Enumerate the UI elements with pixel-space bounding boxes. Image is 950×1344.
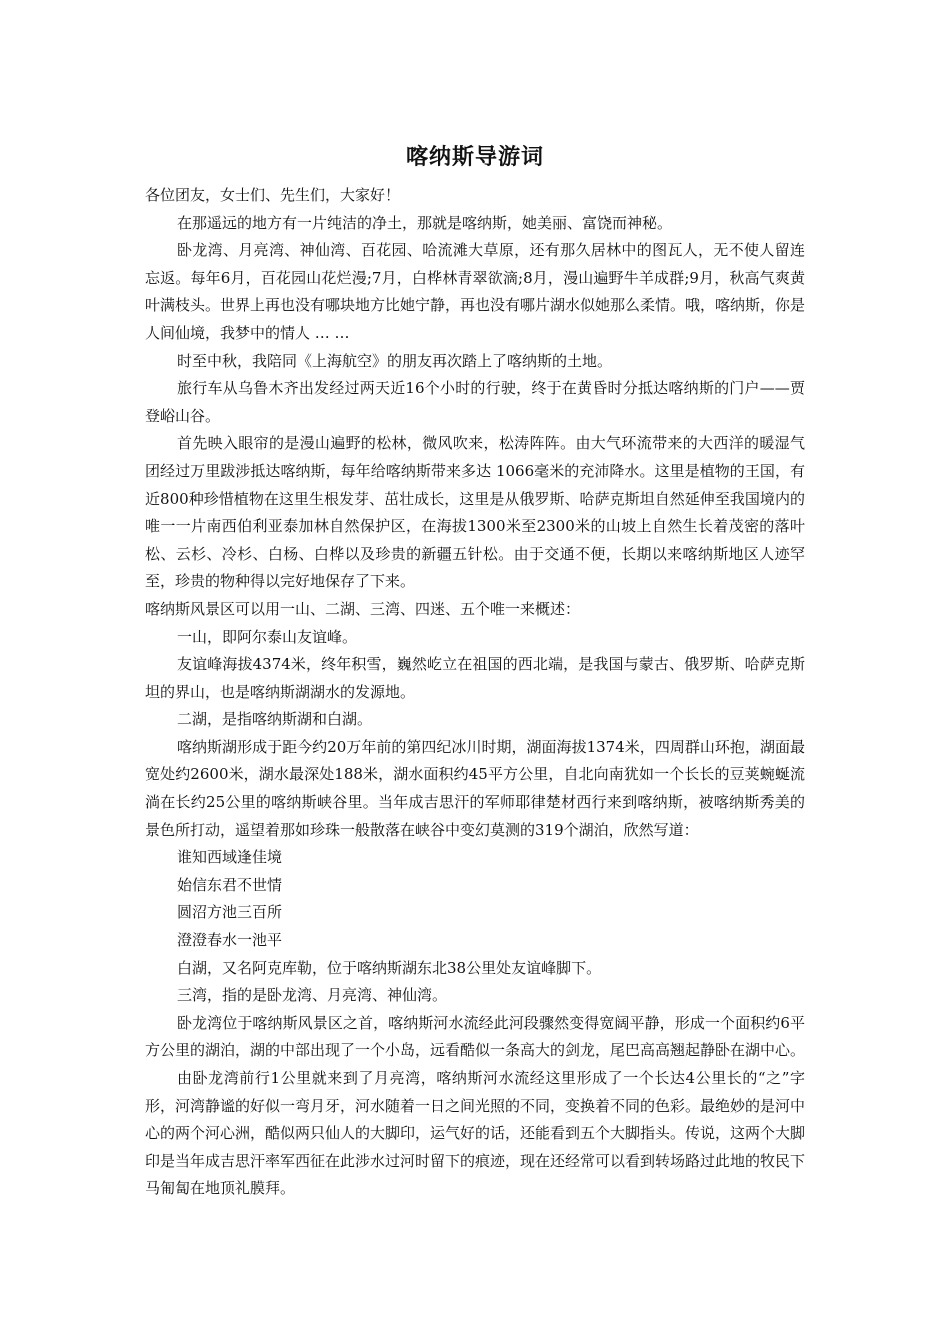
paragraph: 由卧龙湾前行1公里就来到了月亮湾，喀纳斯河水流经这里形成了一个长达4公里长的“之”字形，河湾静谧的好似一弯月牙，河水随着一日之间光照的不同，变换着不同的色彩。最绝妙的是河中心的两个河心洲，酷似两只仙人的大脚印，运气好的话，还能看到五个大脚指头。传说，这两个大脚印是当年成吉思汗率军西征在此涉水过河时留下的痕迹，现在还经常可以看到转场路过此地的牧民下马匍匐在地顶礼膜拜。 (145, 1069, 806, 1198)
paragraph: 时至中秋，我陪同《上海航空》的朋友再次踏上了喀纳斯的土地。 (177, 351, 613, 370)
document-body (145, 182, 805, 1203)
paragraph: 首先映入眼帘的是漫山遍野的松林，微风吹来，松涛阵阵。由大气环流带来的大西洋的暖湿气团经过万里跋涉抵达喀纳斯，每年给喀纳斯带来多达 1066毫米的充沛降水。这里是植物的王国，有近800种珍惜植物在这里生根发芽、茁壮成长，这里是从俄罗斯、哈萨克斯坦自然延伸至我国境内的唯一一片南西伯利亚泰加林自然保护区，在海拔1300米至2300米的山坡上自然生长着茂密的落叶松、云杉、冷杉、白杨、白桦以及珍贵的新疆五针松。由于交通不便，长期以来喀纳斯地区人迹罕至，珍贵的物种得以完好地保存了下来。 (145, 434, 805, 591)
paragraph: 二湖，是指喀纳斯湖和白湖。 (177, 710, 373, 729)
poem-line: 澄澄春水一池平 (177, 931, 283, 950)
poem-line: 始信东君不世情 (177, 875, 283, 894)
paragraph: 友谊峰海拔4374米，终年积雪，巍然屹立在祖国的西北端，是我国与蒙古、俄罗斯、哈萨克斯坦的界山，也是喀纳斯湖湖水的发源地。 (145, 655, 805, 701)
paragraph: 各位团友，女士们、先生们，大家好！ (145, 186, 401, 204)
document-title: 喀纳斯导游词 (405, 145, 544, 170)
paragraph: 卧龙湾、月亮湾、神仙湾、百花园、哈流滩大草原，还有那久居林中的图瓦人，无不使人留连忘返。每年6月，百花园山花烂漫;7月，白桦林青翠欲滴;8月，漫山遍野牛羊成群;9月，秋高气爽黄叶满枝头。世界上再也没有哪块地方比她宁静，再也没有哪片湖水似她那么柔情。哦，喀纳斯，你是人间仙境，我梦中的情人 … … (145, 241, 806, 342)
paragraph: 三湾，指的是卧龙湾、月亮湾、神仙湾。 (177, 986, 448, 1005)
paragraph: 在那遥远的地方有一片纯洁的净土，那就是喀纳斯，她美丽、富饶而神秘。 (177, 213, 673, 232)
paragraph: 白湖，又名阿克库勒，位于喀纳斯湖东北38公里处友谊峰脚下。 (177, 958, 602, 977)
paragraph: 喀纳斯风景区可以用一山、二湖、三湾、四迷、五个唯一来概述： (145, 599, 581, 618)
paragraph: 旅行车从乌鲁木齐出发经过两天近16个小时的行驶，终于在黄昏时分抵达喀纳斯的门户——贾登峪山谷。 (145, 379, 805, 425)
paragraph: 喀纳斯湖形成于距今约20万年前的第四纪冰川时期，湖面海拔1374米，四周群山环抱，湖面最宽处约2600米，湖水最深处188米，湖水面积约45平方公里，自北向南犹如一个长长的豆荚蜿蜒流淌在长约25公里的喀纳斯峡谷里。当年成吉思汗的军师耶律楚材西行来到喀纳斯，被喀纳斯秀美的景色所打动，遥望着那如珍珠一般散落在峡谷中变幻莫测的319个湖泊，欣然写道： (145, 737, 805, 839)
poem-line: 圆沼方池三百所 (177, 903, 283, 922)
paragraph: 一山，即阿尔泰山友谊峰。 (177, 627, 358, 646)
poem-line: 谁知西域逢佳境 (177, 848, 283, 867)
paragraph: 卧龙湾位于喀纳斯风景区之首，喀纳斯河水流经此河段骤然变得宽阔平静，形成一个面积约6平方公里的湖泊，湖的中部出现了一个小岛，远看酷似一条高大的剑龙，尾巴高高翘起静卧在湖中心。 (145, 1013, 806, 1060)
